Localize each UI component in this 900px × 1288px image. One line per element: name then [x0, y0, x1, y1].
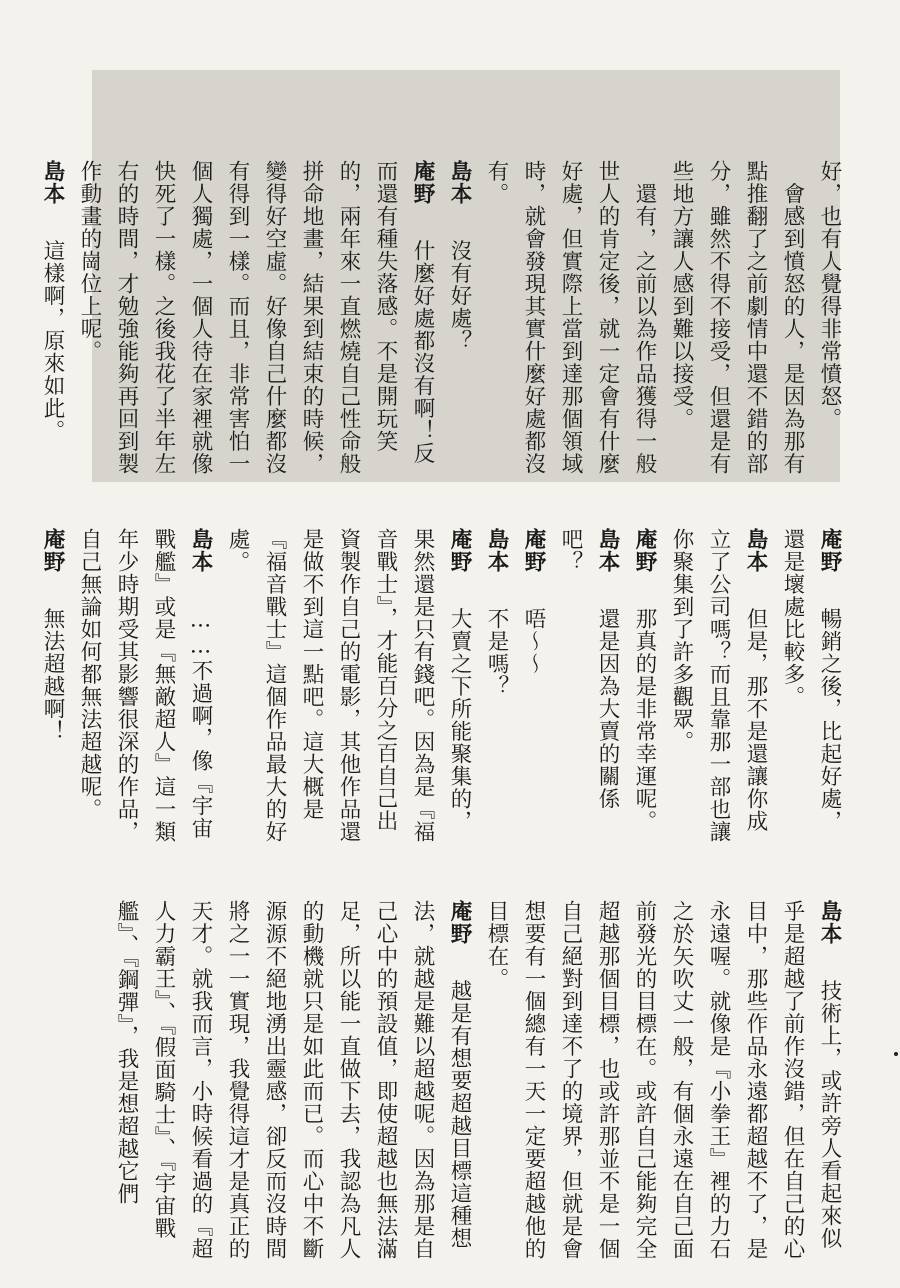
dialogue-paragraph	[626, 528, 663, 853]
dialogue-paragraph	[774, 528, 848, 853]
dialogue-paragraph	[441, 160, 478, 485]
speaker-name: 庵野	[447, 900, 472, 945]
interview-section-bottom	[108, 900, 848, 1260]
dialogue-paragraph	[515, 528, 552, 853]
dialogue-paragraph	[34, 160, 71, 485]
dialogue-text: 不是嗎？	[484, 607, 509, 698]
dialogue-paragraph	[663, 160, 811, 485]
margin-dot	[894, 1052, 898, 1056]
dialogue-text: 技術上，或許旁人看起來似乎是超越了前作沒錯，但在自己的心目中，那些作品永遠都超越不了，是永遠喔。就像是『小拳王』裡的力石之於矢吹丈一般，有個永遠在自己面前發光的目標在。或許自己能夠完全超越那個目標，也或許那並不是一個自己絕對到達不了的境界，但就是會想要有一個總有一天一定要超越他的目標在。	[484, 900, 842, 1260]
dialogue-text: ……不過啊，像『宇宙戰艦』或是『無敵超人』這一類年少時期受其影響很深的作品，自己無論如何都無法超越呢。	[77, 528, 213, 843]
speaker-name: 島本	[484, 528, 509, 573]
dialogue-text: 會感到憤怒的人，是因為那有點推翻了之前劇情中還不錯的部分，雖然不得不接受，但還是有些地方讓人感到難以接受。	[669, 160, 805, 475]
speaker-name: 庵野	[40, 528, 65, 573]
dialogue-text: 還有，之前以為作品獲得一般世人的肯定後，就一定會有什麼好處，但實際上當到達那個領域時，就會發現其實什麼好處都沒有。	[484, 160, 657, 475]
dialogue-text: 還是因為大賣的關係吧？	[558, 528, 620, 810]
speaker-name: 島本	[595, 528, 620, 573]
dialogue-paragraph	[34, 528, 71, 853]
dialogue-paragraph	[71, 528, 219, 853]
dialogue-text: 沒有好處？	[447, 239, 472, 352]
speaker-name: 島本	[817, 900, 842, 945]
dialogue-paragraph	[663, 528, 774, 853]
dialogue-paragraph	[478, 900, 848, 1260]
speaker-name: 庵野	[410, 160, 435, 205]
dialogue-text: 唔～～	[521, 607, 546, 675]
speaker-name: 庵野	[817, 528, 842, 573]
interview-section-top	[34, 160, 848, 485]
dialogue-text: 好，也有人覺得非常憤怒。	[817, 160, 842, 430]
speaker-name: 庵野	[521, 528, 546, 573]
dialogue-paragraph	[219, 528, 478, 853]
dialogue-paragraph	[552, 528, 626, 853]
speaker-name: 庵野	[447, 528, 472, 573]
speaker-name: 島本	[188, 528, 213, 573]
dialogue-text: 大賣之下所能聚集的，果然還是只有錢吧。因為是『福音戰士』，才能百分之百自己出資製作自己的電影，其他作品還是做不到這一點吧。這大概是『福音戰士』這個作品最大的好處。	[225, 528, 472, 843]
dialogue-paragraph	[108, 900, 478, 1260]
dialogue-text: 但是，那不是還讓你成立了公司嗎？而且靠那一部也讓你聚集到了許多觀眾。	[669, 528, 768, 843]
dialogue-text: 暢銷之後，比起好處，還是壞處比較多。	[780, 528, 842, 833]
speaker-name: 島本	[447, 160, 472, 205]
dialogue-text: 越是有想要超越目標這種想法，就越是難以超越呢。因為那是自己心中的預設值，即使超越也無法滿足，所以能一直做下去，我認為凡人的動機就只是如此而已。而心中不斷源源不絕地湧出靈感，卻反而沒時間將之一一實現，我覺得這才是真正的天才。就我而言，小時候看過的『超人力霸王』、『假面騎士』、『宇宙戰艦』、『鋼彈』，我是想超越它們	[114, 900, 472, 1260]
dialogue-text: 這樣啊，原來如此。	[40, 239, 65, 442]
dialogue-paragraph	[478, 160, 663, 485]
dialogue-paragraph	[811, 160, 848, 485]
speaker-name: 庵野	[632, 528, 657, 573]
dialogue-paragraph	[71, 160, 441, 485]
dialogue-text: 無法超越啊！	[40, 607, 65, 743]
dialogue-paragraph	[478, 528, 515, 853]
speaker-name: 島本	[743, 528, 768, 573]
speaker-name: 島本	[40, 160, 65, 205]
interview-section-middle	[34, 528, 848, 853]
dialogue-text: 什麼好處都沒有啊！反而還有種失落感。不是開玩笑的，兩年來一直燃燒自己性命般拼命地畫，結果到結束的時候，變得好空虛。好像自己什麼都沒有得到一樣。而且，非常害怕一個人獨處，一個人待在家裡就像快死了一樣。之後我花了半年左右的時間，才勉強能夠再回到製作動畫的崗位上呢。	[77, 160, 435, 475]
dialogue-text: 那真的是非常幸運呢。	[632, 607, 657, 833]
